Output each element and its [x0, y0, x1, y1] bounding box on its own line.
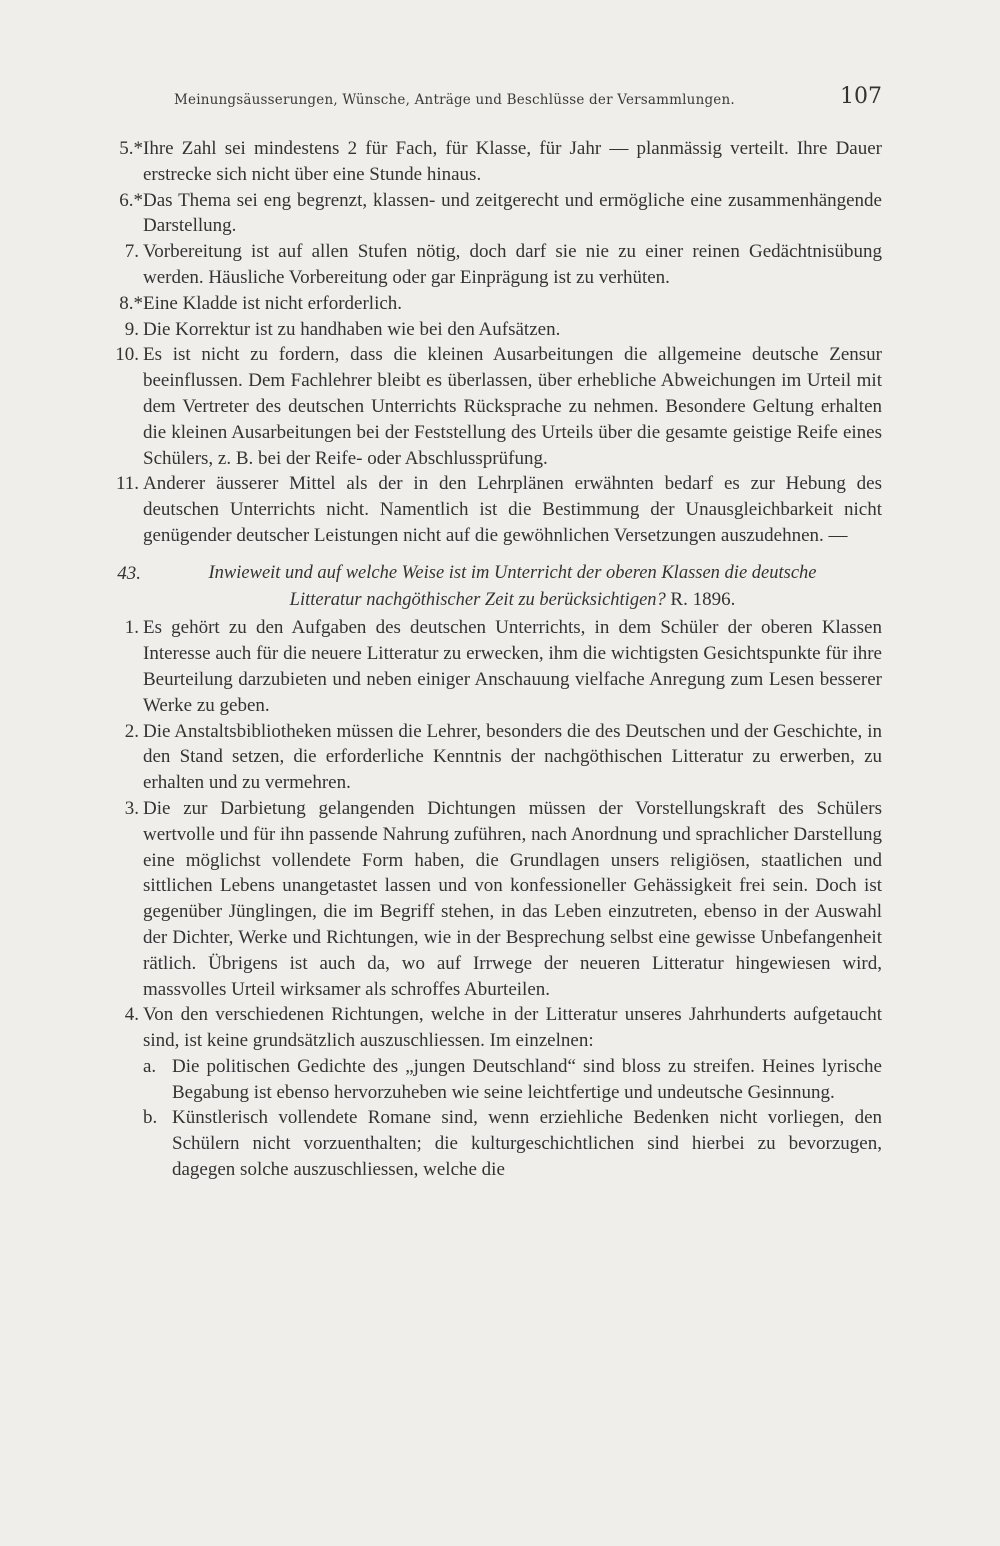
- list-item: [110, 719, 882, 796]
- section-heading: [110, 561, 882, 614]
- list-item: [110, 291, 882, 317]
- list-item: [110, 317, 882, 343]
- list-item: [110, 796, 882, 1002]
- item-number: 3.: [124, 797, 139, 819]
- section-number: 43.: [117, 562, 141, 584]
- list-item: [110, 239, 882, 291]
- item-text: Die Anstaltsbibliotheken müssen die Lehrer, besonders die des Deutschen und der Geschichte, in den Stand setzen, die erforderliche Kenntnis der nachgöthischen Litteratur zu erwerben, zu erhalten und zu vermehren.: [143, 720, 882, 794]
- item-number: 8.*: [119, 292, 143, 314]
- sub-list-item: [110, 1105, 882, 1182]
- item-number: 4.: [124, 1004, 139, 1026]
- item-text: Die Korrektur ist zu handhaben wie bei den Aufsätzen.: [143, 318, 561, 340]
- list-item: [110, 136, 882, 188]
- list-item: [110, 188, 882, 240]
- section-title-line-2: Litteratur nachgöthischer Zeit zu berücksichtigen?: [289, 589, 666, 610]
- item-text: Vorbereitung ist auf allen Stufen nötig, doch darf sie nie zu einer reinen Gedächtnisübung werden. Häusliche Vorbereitung oder gar Einprägung ist zu verhüten.: [143, 241, 882, 288]
- item-number: 7.: [124, 241, 139, 263]
- page-header: [170, 84, 882, 118]
- item-text: Von den verschiedenen Richtungen, welche in der Litteratur unseres Jahrhunderts aufgetaucht sind, ist keine grundsätzlich auszuschliessen. Im einzelnen:: [143, 1004, 882, 1052]
- item-text: Die zur Darbietung gelangenden Dichtungen müssen der Vorstellungskraft des Schülers wertvolle und für ihn passende Nahrung zuführen, nach Anordnung und sprachlicher Darstellung eine möglichst vollendete Form haben, die Grundlagen unsers religiösen, staatlichen und sittlichen Lebens unangetastet lassen und von konfessioneller Gehässigkeit frei sein. Doch ist gegenüber Jünglingen, die im Begriff stehen, in das Leben einzutreten, ebenso in der Auswahl der Dichter, Werke und Richtungen, wie in der Besprechung selbst eine gewisse Unbefangenheit rätlich. Übrigens ist auch da, wo auf Irrwege der neueren Litteratur hingewiesen wird, massvolles Urteil wirksamer als schroffes Aburteilen.: [143, 797, 882, 1000]
- sub-item-text: Die politischen Gedichte des „jungen Deutschland“ sind bloss zu streifen. Heines lyrische Begabung ist ebenso hervorzuheben wie seine leichtfertige und undeutsche Gesinnung.: [172, 1055, 882, 1103]
- item-text: Eine Kladde ist nicht erforderlich.: [143, 292, 403, 314]
- item-number: 5.*: [119, 138, 143, 159]
- page-body: [110, 136, 882, 1183]
- item-text: Es ist nicht zu fordern, dass die kleinen Ausarbeitungen die allgemeine deutsche Zensur beeinflussen. Dem Fachlehrer bleibt es überlassen, über erhebliche Abweichungen im Urteil mit dem Vertreter des deutschen Unterrichts Rücksprache zu nehmen. Besondere Geltung erhalten die kleinen Ausarbeitungen bei der Feststellung des Urteils über die gesamte geistige Reife eines Schülers, z. B. bei der Reife- oder Abschlussprüfung.: [143, 344, 882, 469]
- item-number: 2.: [124, 720, 139, 742]
- page-number: 107: [840, 84, 882, 109]
- sub-item-letter: b.: [143, 1107, 158, 1129]
- item-number: 9.: [124, 318, 139, 340]
- sub-list-item: [110, 1054, 882, 1106]
- section-title-line-1: Inwieweit und auf welche Weise ist im Unterricht der oberen Klassen die deutsche: [208, 562, 817, 583]
- item-text: Anderer äusserer Mittel als der in den Lehrplänen erwähnten bedarf es zur Hebung des deutschen Unterrichts nicht. Namentlich ist die Bestimmung der Unausgleichbarkeit nicht genügender deutscher Leistungen nicht auf die gewöhnlichen Versetzungen auszudehnen. —: [143, 473, 882, 546]
- sub-item-letter: a.: [143, 1055, 157, 1077]
- item-text: Das Thema sei eng begrenzt, klassen- und zeitgerecht und ermögliche eine zusammenhängende Darstellung.: [143, 189, 882, 237]
- list-item: [110, 615, 882, 718]
- list-item: [110, 342, 882, 471]
- item-number: 1.: [124, 617, 139, 639]
- running-head: Meinungsäusserungen, Wünsche, Anträge und Beschlüsse der Versammlungen.: [174, 92, 735, 108]
- item-number: 6.*: [119, 189, 143, 211]
- sub-item-text: Künstlerisch vollendete Romane sind, wenn erziehliche Bedenken nicht vorliegen, den Schülern nicht vorzuenthalten; die kulturgeschichtlichen sind hierbei zu bevorzugen, dagegen solche auszuschliessen, welche die: [172, 1107, 882, 1181]
- item-text: Ihre Zahl sei mindestens 2 für Fach, für Klasse, für Jahr — planmässig verteilt. Ihre Dauer erstrecke sich nicht über eine Stunde hinaus.: [143, 138, 882, 185]
- list-item: [110, 471, 882, 548]
- item-number: 10.: [115, 344, 139, 366]
- item-number: 11.: [115, 473, 139, 495]
- section-reference: R. 1896.: [670, 588, 736, 610]
- list-item: [110, 1002, 882, 1054]
- item-text: Es gehört zu den Aufgaben des deutschen Unterrichts, in dem Schüler der oberen Klassen Interesse auch für die neuere Litteratur zu erwecken, ihm die wichtigsten Gesichtspunkte für ihre Beurteilung darzubieten und neben einiger Anschauung vielfache Anregung zum Lesen besserer Werke zu geben.: [143, 617, 882, 716]
